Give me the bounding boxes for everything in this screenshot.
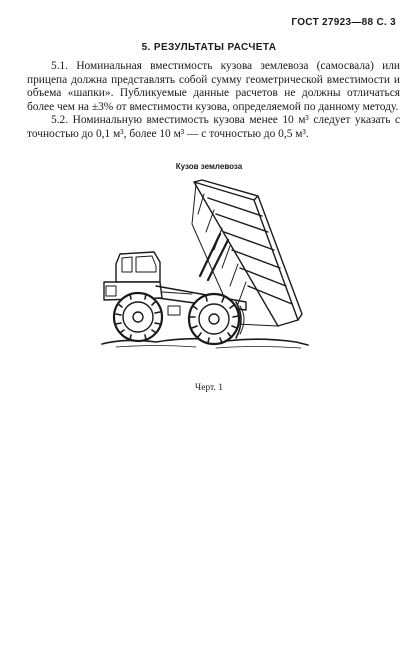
figure-title: Кузов землевоза	[175, 162, 243, 171]
standard-header: ГОСТ 27923—88 С. 3	[291, 17, 396, 28]
dump-truck-illustration-icon	[96, 174, 326, 359]
section-title: 5. РЕЗУЛЬТАТЫ РАСЧЕТА	[141, 42, 277, 53]
paragraph-5-1: 5.1. Номинальная вместимость кузова землевоза (самосвала) или прицепа должна представлять собой сумму геометрической вместимости и объема «шапки». Публикуемые данные расчетов не должны отличаться более чем на ±3% от вместимости кузова, определяемой по данному методу.	[27, 60, 400, 113]
paragraph-5-2: 5.2. Номинальную вместимость кузова менее 10 м³ следует указать с точностью до 0,1 м³, более 10 м³ — с точностью до 0,5 м³.	[27, 114, 400, 140]
body-text	[27, 60, 400, 142]
figure-caption: Черт. 1	[195, 383, 223, 393]
